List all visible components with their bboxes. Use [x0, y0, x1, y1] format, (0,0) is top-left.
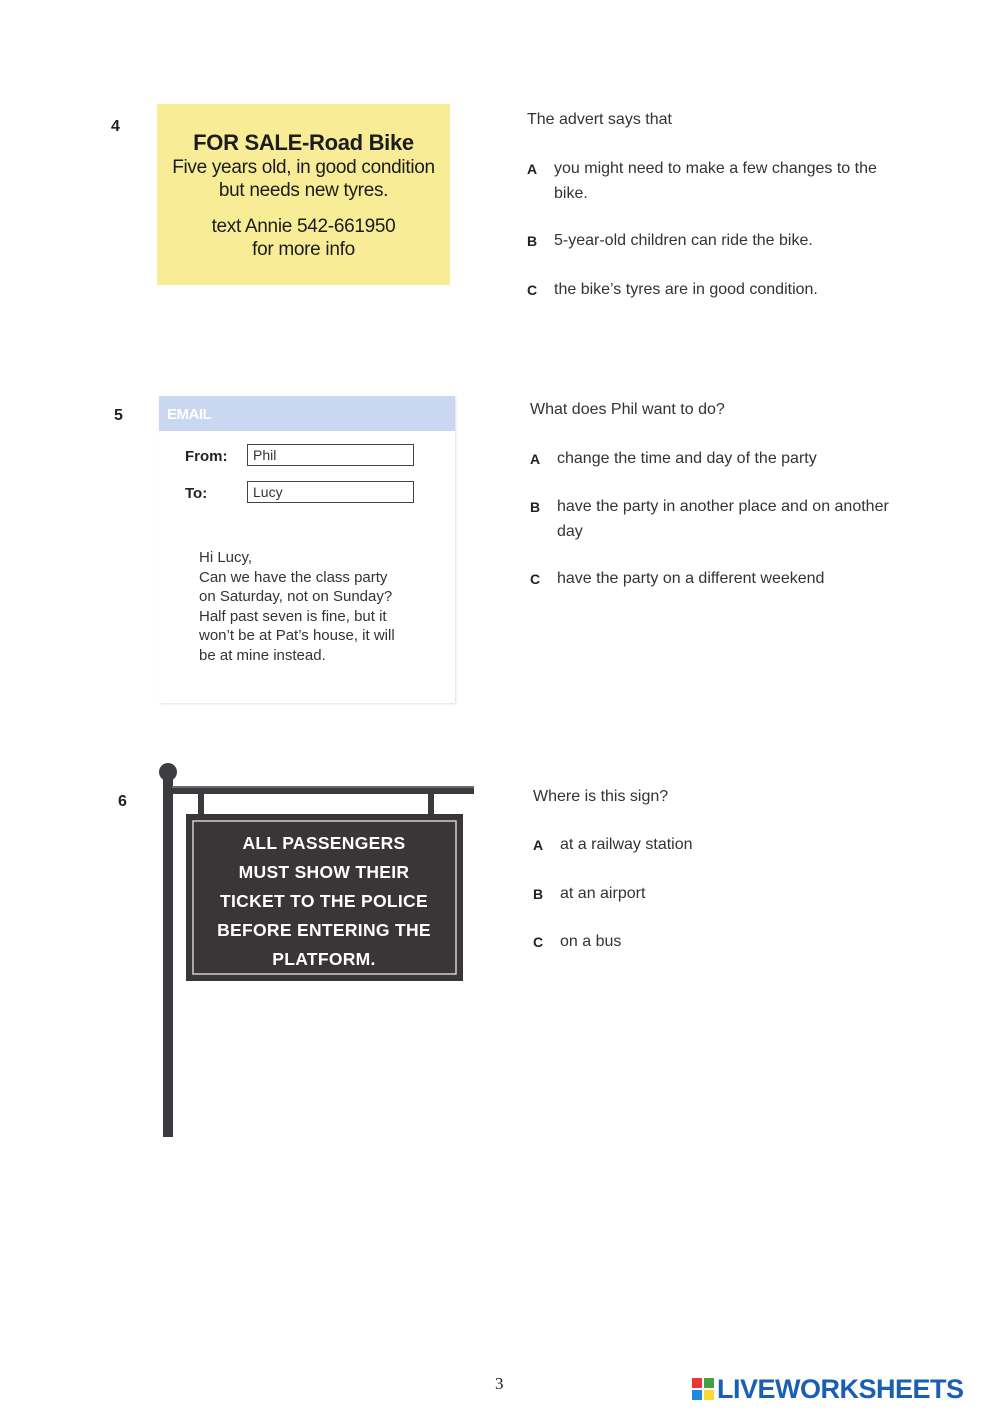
option-letter: A: [533, 837, 544, 853]
advert-line: Five years old, in good condition: [172, 157, 435, 178]
page-number: 3: [495, 1374, 504, 1393]
option-text: change the time and day of the party: [557, 450, 817, 467]
sign-line: ALL PASSENGERS: [242, 833, 406, 853]
option-letter: A: [530, 451, 541, 467]
answer-option[interactable]: [527, 156, 907, 206]
option-text: the bike’s tyres are in good condition.: [554, 281, 818, 298]
sign-line: TICKET TO THE POLICE: [220, 891, 428, 911]
question-prompt: What does Phil want to do?: [530, 401, 725, 418]
from-label: From:: [185, 448, 228, 465]
answer-option[interactable]: [527, 277, 907, 302]
email-body: [199, 548, 439, 665]
email-body-line: on Saturday, not on Sunday?: [199, 588, 393, 605]
sign-hook: [198, 792, 204, 814]
option-text: on a bus: [560, 933, 622, 950]
option-letter: C: [530, 571, 541, 587]
question-number-6: 6: [118, 793, 127, 810]
question-number-5: 5: [114, 407, 123, 424]
answer-option[interactable]: [530, 446, 910, 471]
sign-line: MUST SHOW THEIR: [238, 862, 410, 882]
email-body-line: Hi Lucy,: [199, 549, 253, 566]
question-number-4: 4: [111, 118, 120, 135]
answer-option[interactable]: [533, 832, 913, 857]
logo-square: [704, 1390, 714, 1400]
email-header: EMAIL: [159, 396, 455, 431]
logo-text: LIVEWORKSHEETS: [717, 1373, 964, 1404]
logo-mark-icon: [692, 1378, 714, 1400]
from-field: Phil: [247, 444, 414, 466]
sign-post: [163, 774, 173, 1137]
question-prompt: Where is this sign?: [533, 788, 669, 805]
option-text: have the party in another place and on another day: [557, 498, 889, 540]
advert-line: but needs new tyres.: [218, 180, 389, 201]
option-letter: B: [530, 499, 541, 515]
answer-option[interactable]: [530, 566, 910, 591]
answer-option[interactable]: [530, 494, 910, 544]
sign-line: BEFORE ENTERING THE: [217, 920, 431, 940]
sign-hook: [428, 792, 434, 814]
answer-option[interactable]: [533, 929, 913, 954]
email-body-line: Half past seven is fine, but it: [199, 607, 387, 625]
to-label: To:: [185, 485, 208, 502]
email-body-line: won’t be at Pat’s house, it will: [199, 627, 395, 644]
liveworksheets-logo[interactable]: [692, 1374, 964, 1404]
email-body-line: be at mine instead.: [199, 646, 326, 664]
answer-option[interactable]: [527, 228, 907, 253]
sign-text: [193, 829, 455, 974]
logo-square: [692, 1390, 702, 1400]
option-letter: A: [527, 161, 538, 177]
email-body-line: Can we have the class party: [199, 568, 388, 586]
advert-line: for more info: [252, 239, 355, 260]
option-text: have the party on a different weekend: [557, 570, 825, 587]
sign-line: PLATFORM.: [272, 949, 376, 969]
to-field: Lucy: [247, 481, 414, 503]
option-letter: B: [527, 233, 538, 249]
option-text: you might need to make a few changes to the bike.: [554, 160, 877, 202]
logo-square: [692, 1378, 702, 1388]
option-text: 5-year-old children can ride the bike.: [554, 232, 813, 249]
bike-advert: [157, 104, 450, 285]
advert-title: FOR SALE-Road Bike: [193, 130, 414, 155]
advert-contact: text Annie 542-661950: [211, 216, 396, 237]
email-message: [159, 396, 455, 703]
question-prompt: The advert says that: [527, 111, 672, 128]
option-text: at a railway station: [560, 836, 693, 853]
option-letter: C: [527, 282, 538, 298]
option-letter: C: [533, 934, 544, 950]
answer-option[interactable]: [533, 881, 913, 906]
logo-square: [704, 1378, 714, 1388]
option-text: at an airport: [560, 885, 646, 902]
option-letter: B: [533, 886, 544, 902]
post-finial: [159, 763, 177, 781]
